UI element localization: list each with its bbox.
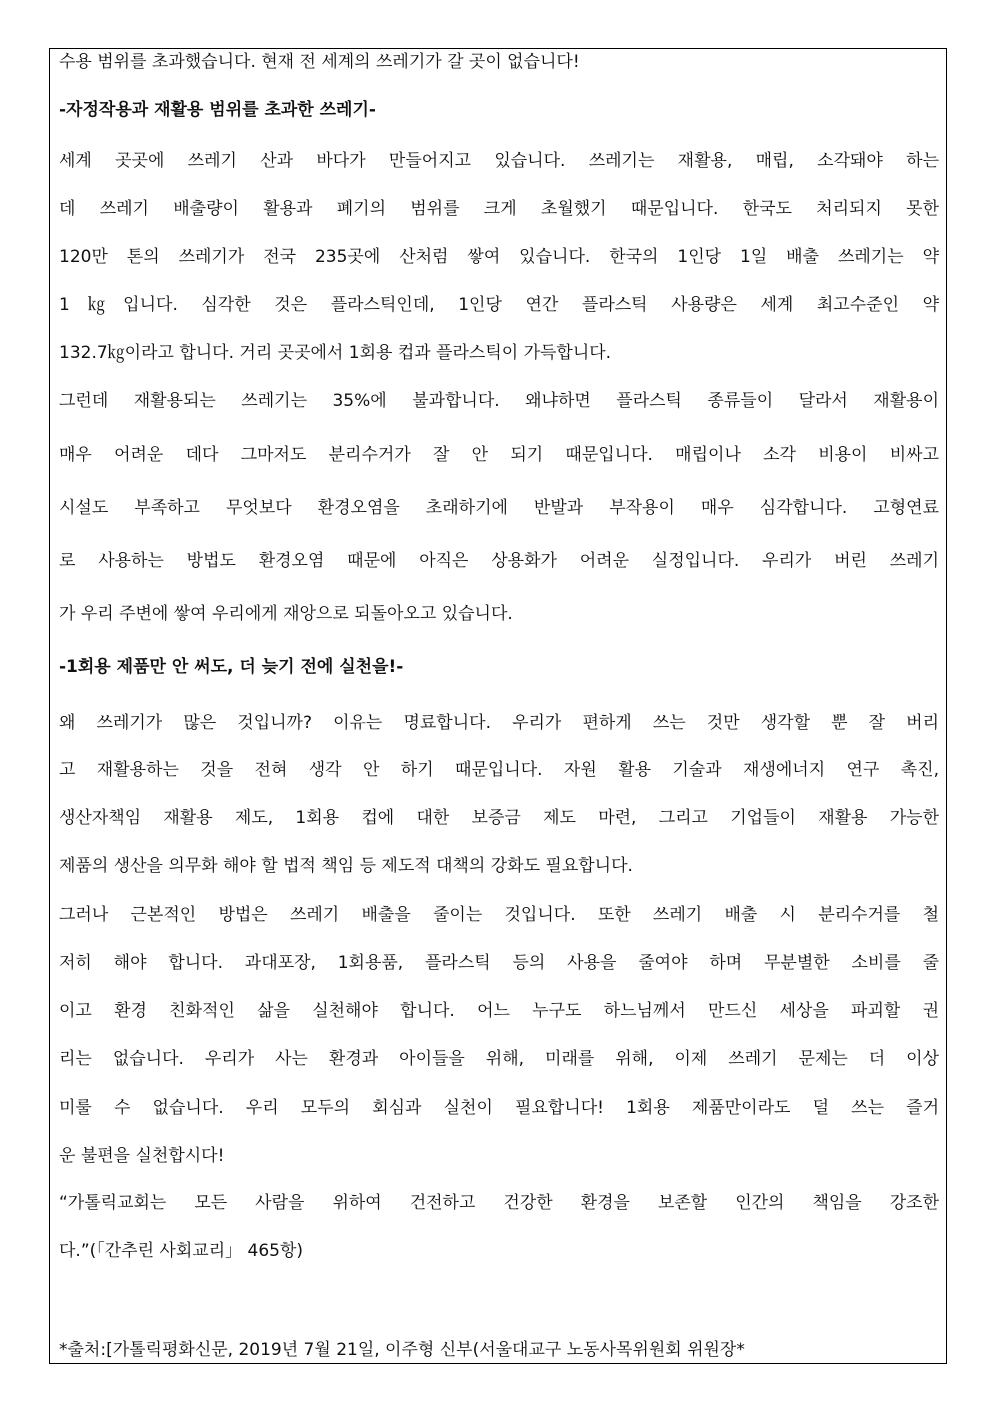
paragraph-line: 운 불편을 실천합시다! (59, 1146, 225, 1166)
paragraph-line: 120만 톤의 쓰레기가 전국 235곳에 산처럼 쌓여 있습니다. 한국의 1인당 1일 배출 쓰레기는 약 (59, 247, 939, 267)
paragraph-line: 그런데 재활용되는 쓰레기는 35%에 불과합니다. 왜냐하면 플라스틱 종류들이 달라서 재활용이 (59, 391, 939, 411)
paragraph-line: 데 쓰레기 배출량이 활용과 폐기의 범위를 크게 초월했기 때문입니다. 한국도 처리되지 못한 (59, 199, 939, 219)
quote-line: “가톨릭교회는 모든 사람을 위하여 건전하고 건강한 환경을 보존할 인간의 책임을 강조한 (59, 1193, 939, 1213)
paragraph-line: 세계 곳곳에 쓰레기 산과 바다가 만들어지고 있습니다. 쓰레기는 재활용, 매립, 소각돼야 하는 (59, 151, 939, 171)
section-heading: -1회용 제품만 안 써도, 더 늦기 전에 실천을!- (59, 657, 404, 677)
paragraph-line: 가 우리 주변에 쌓여 우리에게 재앙으로 되돌아오고 있습니다. (59, 604, 513, 624)
paragraph-line: 그러나 근본적인 방법은 쓰레기 배출을 줄이는 것입니다. 또한 쓰레기 배출 시 분리수거를 철 (59, 905, 939, 925)
paragraph-line: 왜 쓰레기가 많은 것입니까? 이유는 명료합니다. 우리가 편하게 쓰는 것만 생각할 뿐 잘 버리 (59, 713, 939, 733)
paragraph-line: 시설도 부족하고 무엇보다 환경오염을 초래하기에 반발과 부작용이 매우 심각합니다. 고형연료 (59, 498, 939, 518)
paragraph-line: 생산자책임 재활용 제도, 1회용 컵에 대한 보증금 제도 마련, 그리고 기업들이 재활용 가능한 (59, 808, 939, 828)
paragraph-line: 저히 해야 합니다. 과대포장, 1회용품, 플라스틱 등의 사용을 줄여야 하며 무분별한 소비를 줄 (59, 953, 939, 973)
paragraph-line: 매우 어려운 데다 그마저도 분리수거가 잘 안 되기 때문입니다. 매립이나 소각 비용이 비싸고 (59, 445, 939, 465)
paragraph-line: 로 사용하는 방법도 환경오염 때문에 아직은 상용화가 어려운 실정입니다. 우리가 버린 쓰레기 (59, 551, 939, 571)
paragraph-line: 수용 범위를 초과했습니다. 현재 전 세계의 쓰레기가 갈 곳이 없습니다! (59, 52, 580, 72)
paragraph-line: 미룰 수 없습니다. 우리 모두의 회심과 실천이 필요합니다! 1회용 제품만이라도 덜 쓰는 즐거 (59, 1098, 939, 1118)
paragraph-line: 고 재활용하는 것을 전혀 생각 안 하기 때문입니다. 자원 활용 기술과 재생에너지 연구 촉진, (59, 760, 939, 780)
paragraph-line: 제품의 생산을 의무화 해야 할 법적 책임 등 제도적 대책의 강화도 필요합니다. (59, 856, 633, 876)
section-heading: -자정작용과 재활용 범위를 초과한 쓰레기- (59, 100, 376, 120)
paragraph-line: 이고 환경 친화적인 삶을 실천해야 합니다. 어느 누구도 하느님께서 만드신 세상을 파괴할 권 (59, 1001, 939, 1021)
source-note: *출처:[가톨릭평화신문, 2019년 7월 21일, 이주형 신부(서울대교구 노동사목위원회 위원장* (59, 1340, 745, 1360)
paragraph-line: 리는 없습니다. 우리가 사는 환경과 아이들을 위해, 미래를 위해, 이제 쓰레기 문제는 더 이상 (59, 1049, 939, 1069)
paragraph-line: 132.7㎏이라고 합니다. 거리 곳곳에서 1회용 컵과 플라스틱이 가득합니다. (59, 343, 612, 363)
paragraph-line: 1㎏입니다. 심각한 것은 플라스틱인데, 1인당 연간 플라스틱 사용량은 세계 최고수준인 약 (59, 295, 939, 315)
quote-citation: 다.”(「간추린 사회교리」 465항) (59, 1241, 304, 1261)
